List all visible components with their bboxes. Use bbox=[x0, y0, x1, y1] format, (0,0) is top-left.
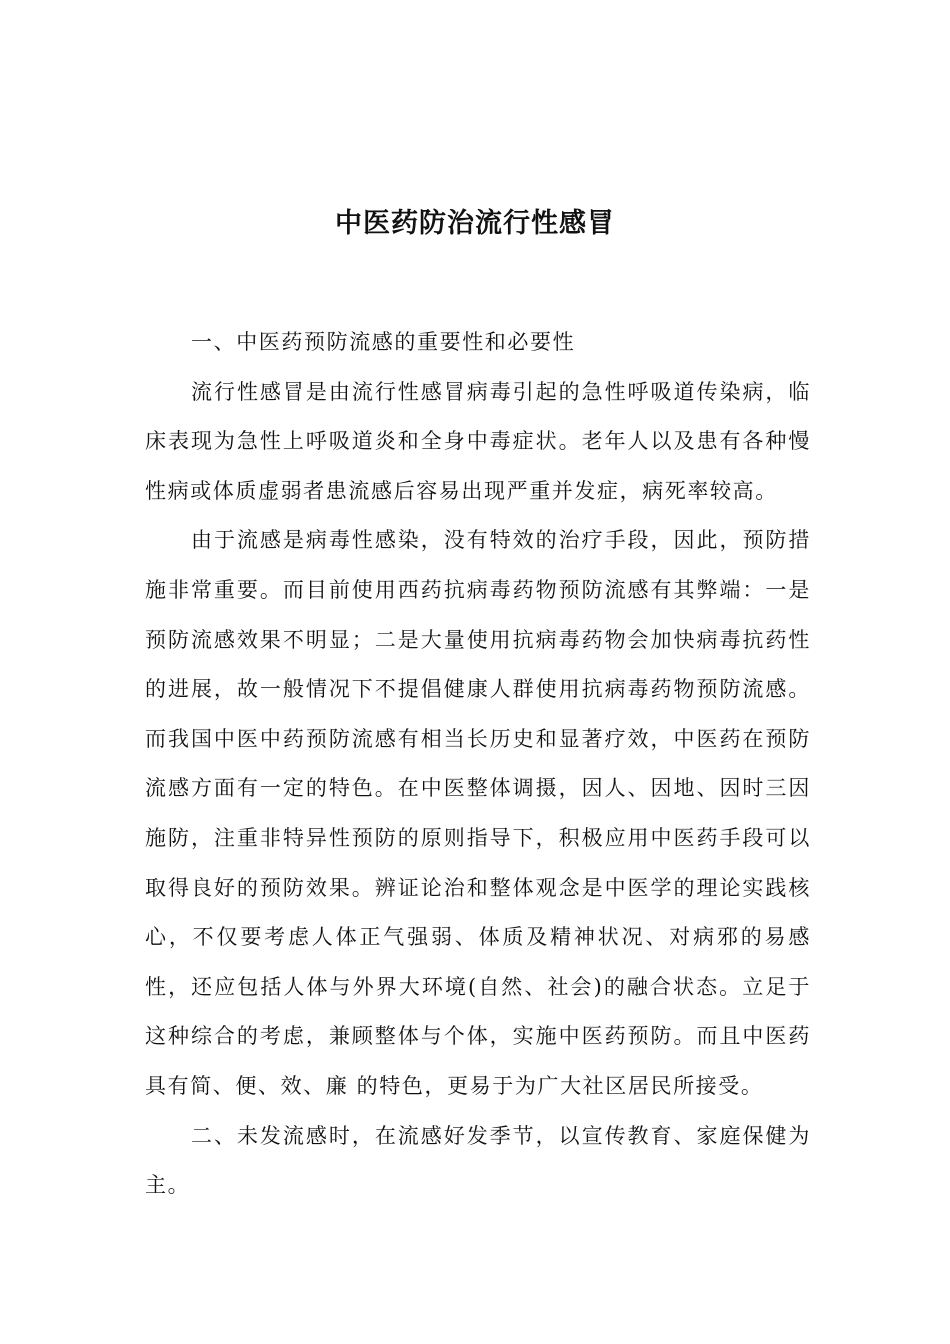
section-heading-1: 一、中医药预防流感的重要性和必要性 bbox=[191, 330, 576, 354]
document-body bbox=[145, 318, 811, 1211]
section-heading-2: 二、未发流感时，在流感好发季节，以宣传教育、家庭保健为主。 bbox=[145, 1123, 811, 1198]
document-title: 中医药防治流行性感冒 bbox=[335, 208, 615, 239]
paragraph-prevention-importance: 由于流感是病毒性感染，没有特效的治疗手段，因此，预防措施非常重要。而目前使用西药抗病毒药物预防流感有其弊端：一是预防流感效果不明显；二是大量使用抗病毒药物会加快病毒抗药性的进展，故一般情况下不提倡健康人群使用抗病毒药物预防流感。而我国中医中药预防流感有相当长历史和显著疗效，中医药在预防流感方面有一定的特色。在中医整体调摄，因人、因地、因时三因施防，注重非特异性预防的原则指导下，积极应用中医药手段可以取得良好的预防效果。辨证论治和整体观念是中医学的理论实践核心，不仅要考虑人体正气强弱、体质及精神状况、对病邪的易感性，还应包括人体与外界大环境(自然、社会)的融合状态。立足于这种综合的考虑，兼顾整体与个体，实施中医药预防。而且中医药具有简、便、效、廉 的特色，更易于为广大社区居民所接受。 bbox=[145, 528, 811, 1098]
paragraph-flu-definition: 流行性感冒是由流行性感冒病毒引起的急性呼吸道传染病，临床表现为急性上呼吸道炎和全身中毒症状。老年人以及患有各种慢性病或体质虚弱者患流感后容易出现严重并发症，病死率较高。 bbox=[145, 379, 811, 503]
